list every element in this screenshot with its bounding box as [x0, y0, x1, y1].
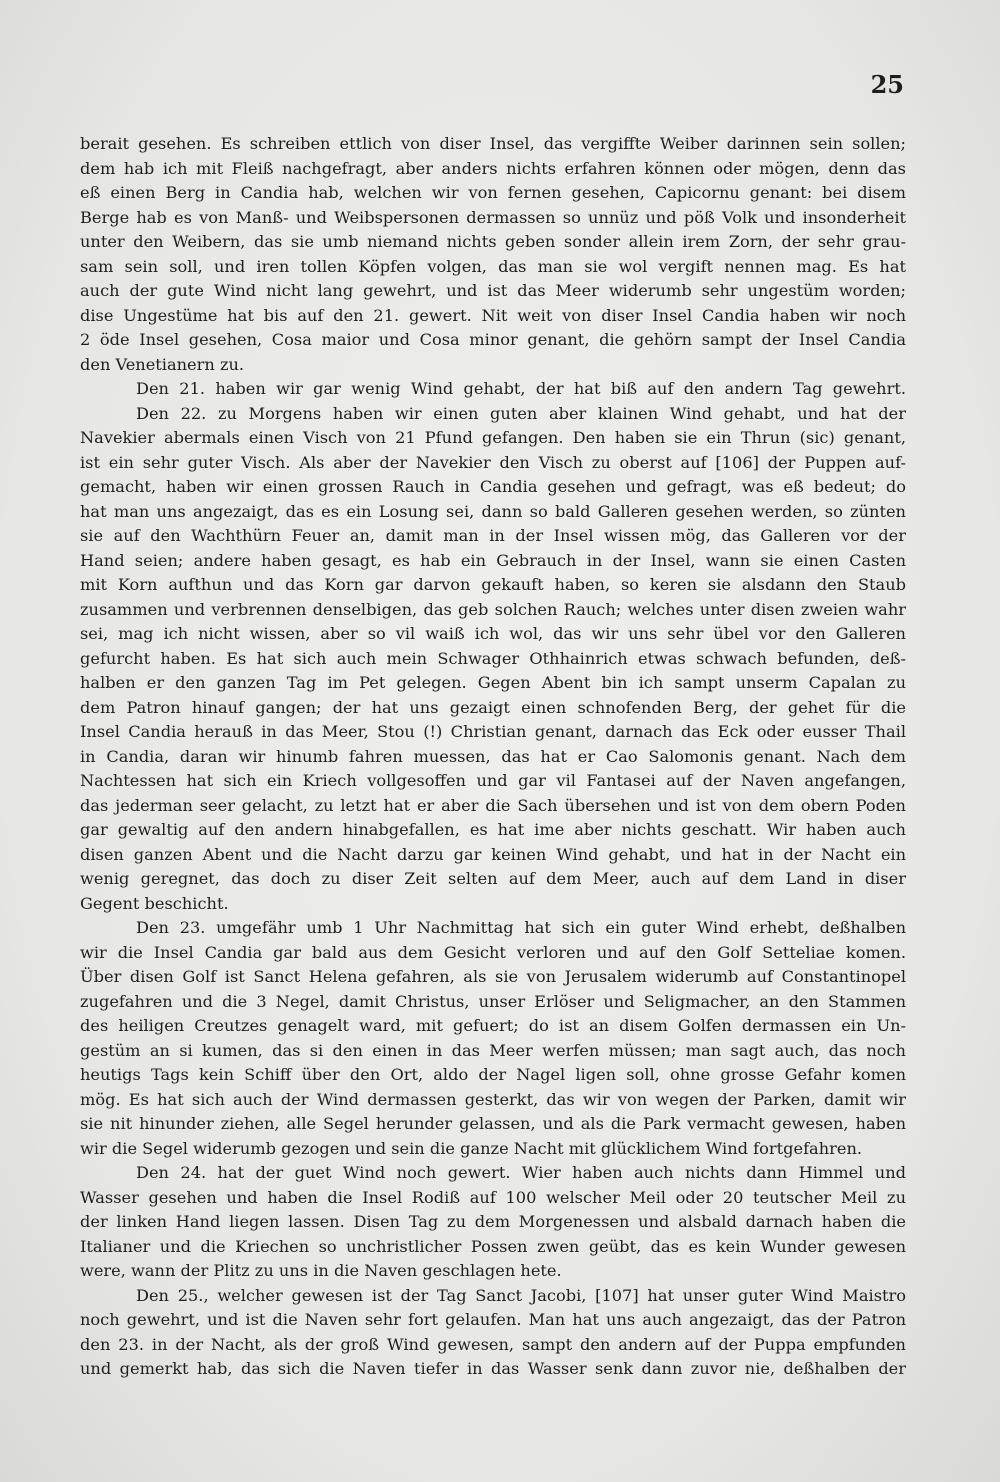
- text-line: ist ein sehr guter Visch. Als aber der Navekier den Visch zu oberst auf [106] der Puppen auf-: [80, 452, 906, 472]
- text-line: in Candia, daran wir hinumb fahren muessen, das hat er Cao Salomonis genant. Nach dem: [80, 746, 906, 766]
- text-line: zugefahren und die 3 Negel, damit Christus, unser Erlöser und Seligmacher, an den Stammen: [80, 991, 906, 1011]
- text-line: 2 öde Insel gesehen, Cosa maior und Cosa minor genant, die gehörn sampt der Insel Candia: [80, 330, 906, 349]
- text-line: zusammen und verbrennen denselbigen, das geb solchen Rauch; welches unter disen zweien wahr: [80, 599, 906, 619]
- text-line: Italianer und die Kriechen so unchristlicher Possen zwen geübt, das es kein Wunder gewesen: [80, 1236, 906, 1256]
- text-line: wir die Segel widerumb gezogen und sein die ganze Nacht mit glücklichem Wind fortgefahren.: [80, 1138, 863, 1158]
- text-line: Insel Candia herauß in das Meer, Stou (!) Christian genant, darnach das Eck oder eusser Thail: [80, 722, 906, 741]
- text-line: Wasser gesehen und haben die Insel Rodiß auf 100 welscher Meil oder 20 teutscher Meil zu: [80, 1187, 906, 1207]
- body-text: [80, 132, 906, 1382]
- text-line: und gemerkt hab, das sich die Naven tiefer in das Wasser senk dann zuvor nie, deßhalben der: [80, 1359, 906, 1378]
- text-line: Gegent beschicht.: [80, 893, 229, 913]
- text-line: dise Ungestüme hat bis auf den 21. gewert. Nit weit von diser Insel Candia haben wir noch: [80, 305, 906, 325]
- text-line: gemacht, haben wir einen grossen Rauch in Candia gesehen und gefragt, was eß bedeut; do: [80, 477, 906, 496]
- text-line: dem Patron hinauf gangen; der hat uns gezaigt einen schnofenden Berg, der gehet für die: [80, 697, 906, 717]
- text-line: Den 25., welcher gewesen ist der Tag Sanct Jacobi, [107] hat unser guter Wind Maistro: [136, 1285, 906, 1305]
- text-line: den Venetianern zu.: [80, 354, 245, 374]
- text-line: unter den Weibern, das sie umb niemand nichts geben sonder allein irem Zorn, der sehr grau-: [80, 232, 906, 251]
- text-line: des heiligen Creutzes genagelt ward, mit gefuert; do ist an disem Golfen dermassen ein Un-: [80, 1016, 906, 1035]
- text-line: sie auf den Wachthürn Feuer an, damit man in der Insel wissen mög, das Galleren vor der: [80, 526, 906, 545]
- text-line: wir die Insel Candia gar bald aus dem Gesicht verloren und auf den Golf Setteliae komen.: [80, 942, 906, 962]
- text-line: halben er den ganzen Tag im Pet gelegen. Gegen Abent bin ich sampt unserm Capalan zu: [80, 673, 906, 692]
- text-line: Den 23. umgefähr umb 1 Uhr Nachmittag hat sich ein guter Wind erhebt, deßhalben: [136, 918, 906, 937]
- text-line: Über disen Golf ist Sanct Helena gefahren, als sie von Jerusalem widerumb auf Constantinopel: [80, 967, 906, 986]
- text-line: Hand seien; andere haben gesagt, es hab ein Gebrauch in der Insel, wann sie einen Casten: [80, 550, 906, 570]
- text-line: der linken Hand liegen lassen. Disen Tag zu dem Morgenessen und alsbald darnach haben die: [80, 1212, 906, 1231]
- text-line: das jederman seer gelacht, zu letzt hat er aber die Sach übersehen und ist von dem obern Poden: [80, 795, 906, 815]
- text-line: gestüm an si kumen, das si den einen in das Meer werfen müssen; man sagt auch, das noch: [80, 1040, 906, 1060]
- text-line: auch der gute Wind nicht lang gewehrt, und ist das Meer widerumb sehr ungestüm worden;: [80, 281, 906, 300]
- text-line: Nachtessen hat sich ein Kriech vollgesoffen und gar vil Fantasei auf der Naven angefangen,: [80, 771, 906, 790]
- text-line: Berge hab es von Manß- und Weibspersonen dermassen so unnüz und pöß Volk und insonderheit: [80, 207, 906, 227]
- text-line: disen ganzen Abent und die Nacht darzu gar keinen Wind gehabt, und hat in der Nacht ein: [80, 844, 906, 864]
- text-line: mög. Es hat sich auch der Wind dermassen gesterkt, das wir von wegen der Parken, damit wir: [80, 1089, 906, 1109]
- text-line: wenig geregnet, das doch zu diser Zeit selten auf dem Meer, auch auf dem Land in diser: [80, 869, 906, 888]
- text-line: sie nit hinunder ziehen, alle Segel herunder gelassen, und als die Park vermacht gewesen, haben: [80, 1114, 906, 1133]
- text-line: berait gesehen. Es schreiben ettlich von diser Insel, das vergiffte Weiber darinnen sein sollen;: [80, 134, 906, 153]
- text-line: dem hab ich mit Fleiß nachgefragt, aber anders nichts erfahren können oder mögen, denn das: [80, 158, 906, 178]
- text-line: Den 21. haben wir gar wenig Wind gehabt, der hat biß auf den andern Tag gewehrt.: [136, 379, 906, 398]
- text-line: eß einen Berg in Candia hab, welchen wir von fernen gesehen, Capicornu genant: bei disem: [80, 183, 906, 202]
- text-line: Den 24. hat der guet Wind noch gewert. Wier haben auch nichts dann Himmel und: [136, 1163, 906, 1182]
- text-line: Den 22. zu Morgens haben wir einen guten aber klainen Wind gehabt, und hat der: [136, 403, 906, 423]
- text-line: hat man uns angezaigt, das es ein Losung sei, dann so bald Galleren gesehen werden, so zünten: [80, 501, 906, 521]
- text-line: Navekier abermals einen Visch von 21 Pfund gefangen. Den haben sie ein Thrun (sic) genant,: [80, 428, 906, 447]
- text-line: den 23. in der Nacht, als der groß Wind gewesen, sampt den andern auf der Puppa empfunden: [80, 1334, 906, 1354]
- text-line: gefurcht haben. Es hat sich auch mein Schwager Othhainrich etwas schwach befunden, deß-: [80, 648, 906, 668]
- text-line: mit Korn aufthun und das Korn gar darvon gekauft haben, so keren sie alsdann den Staub: [80, 575, 906, 594]
- text-line: were, wann der Plitz zu uns in die Naven geschlagen hete.: [80, 1261, 562, 1280]
- text-line: heutigs Tags kein Schiff über den Ort, aldo der Nagel ligen soll, ohne grosse Gefahr komen: [80, 1065, 906, 1084]
- text-line: sam sein soll, und iren tollen Köpfen volgen, das man sie wol vergift nennen mag. Es hat: [80, 256, 906, 276]
- text-line: sei, mag ich nicht wissen, aber so vil waiß ich wol, das wir uns sehr übel vor den Galleren: [80, 624, 906, 643]
- text-line: noch gewehrt, und ist die Naven sehr fort gelaufen. Man hat uns auch angezaigt, das der Patron: [80, 1310, 906, 1329]
- text-line: gar gewaltig auf den andern hinabgefallen, es hat ime aber nichts geschatt. Wir haben auch: [80, 820, 906, 839]
- page-number: 25: [870, 70, 904, 99]
